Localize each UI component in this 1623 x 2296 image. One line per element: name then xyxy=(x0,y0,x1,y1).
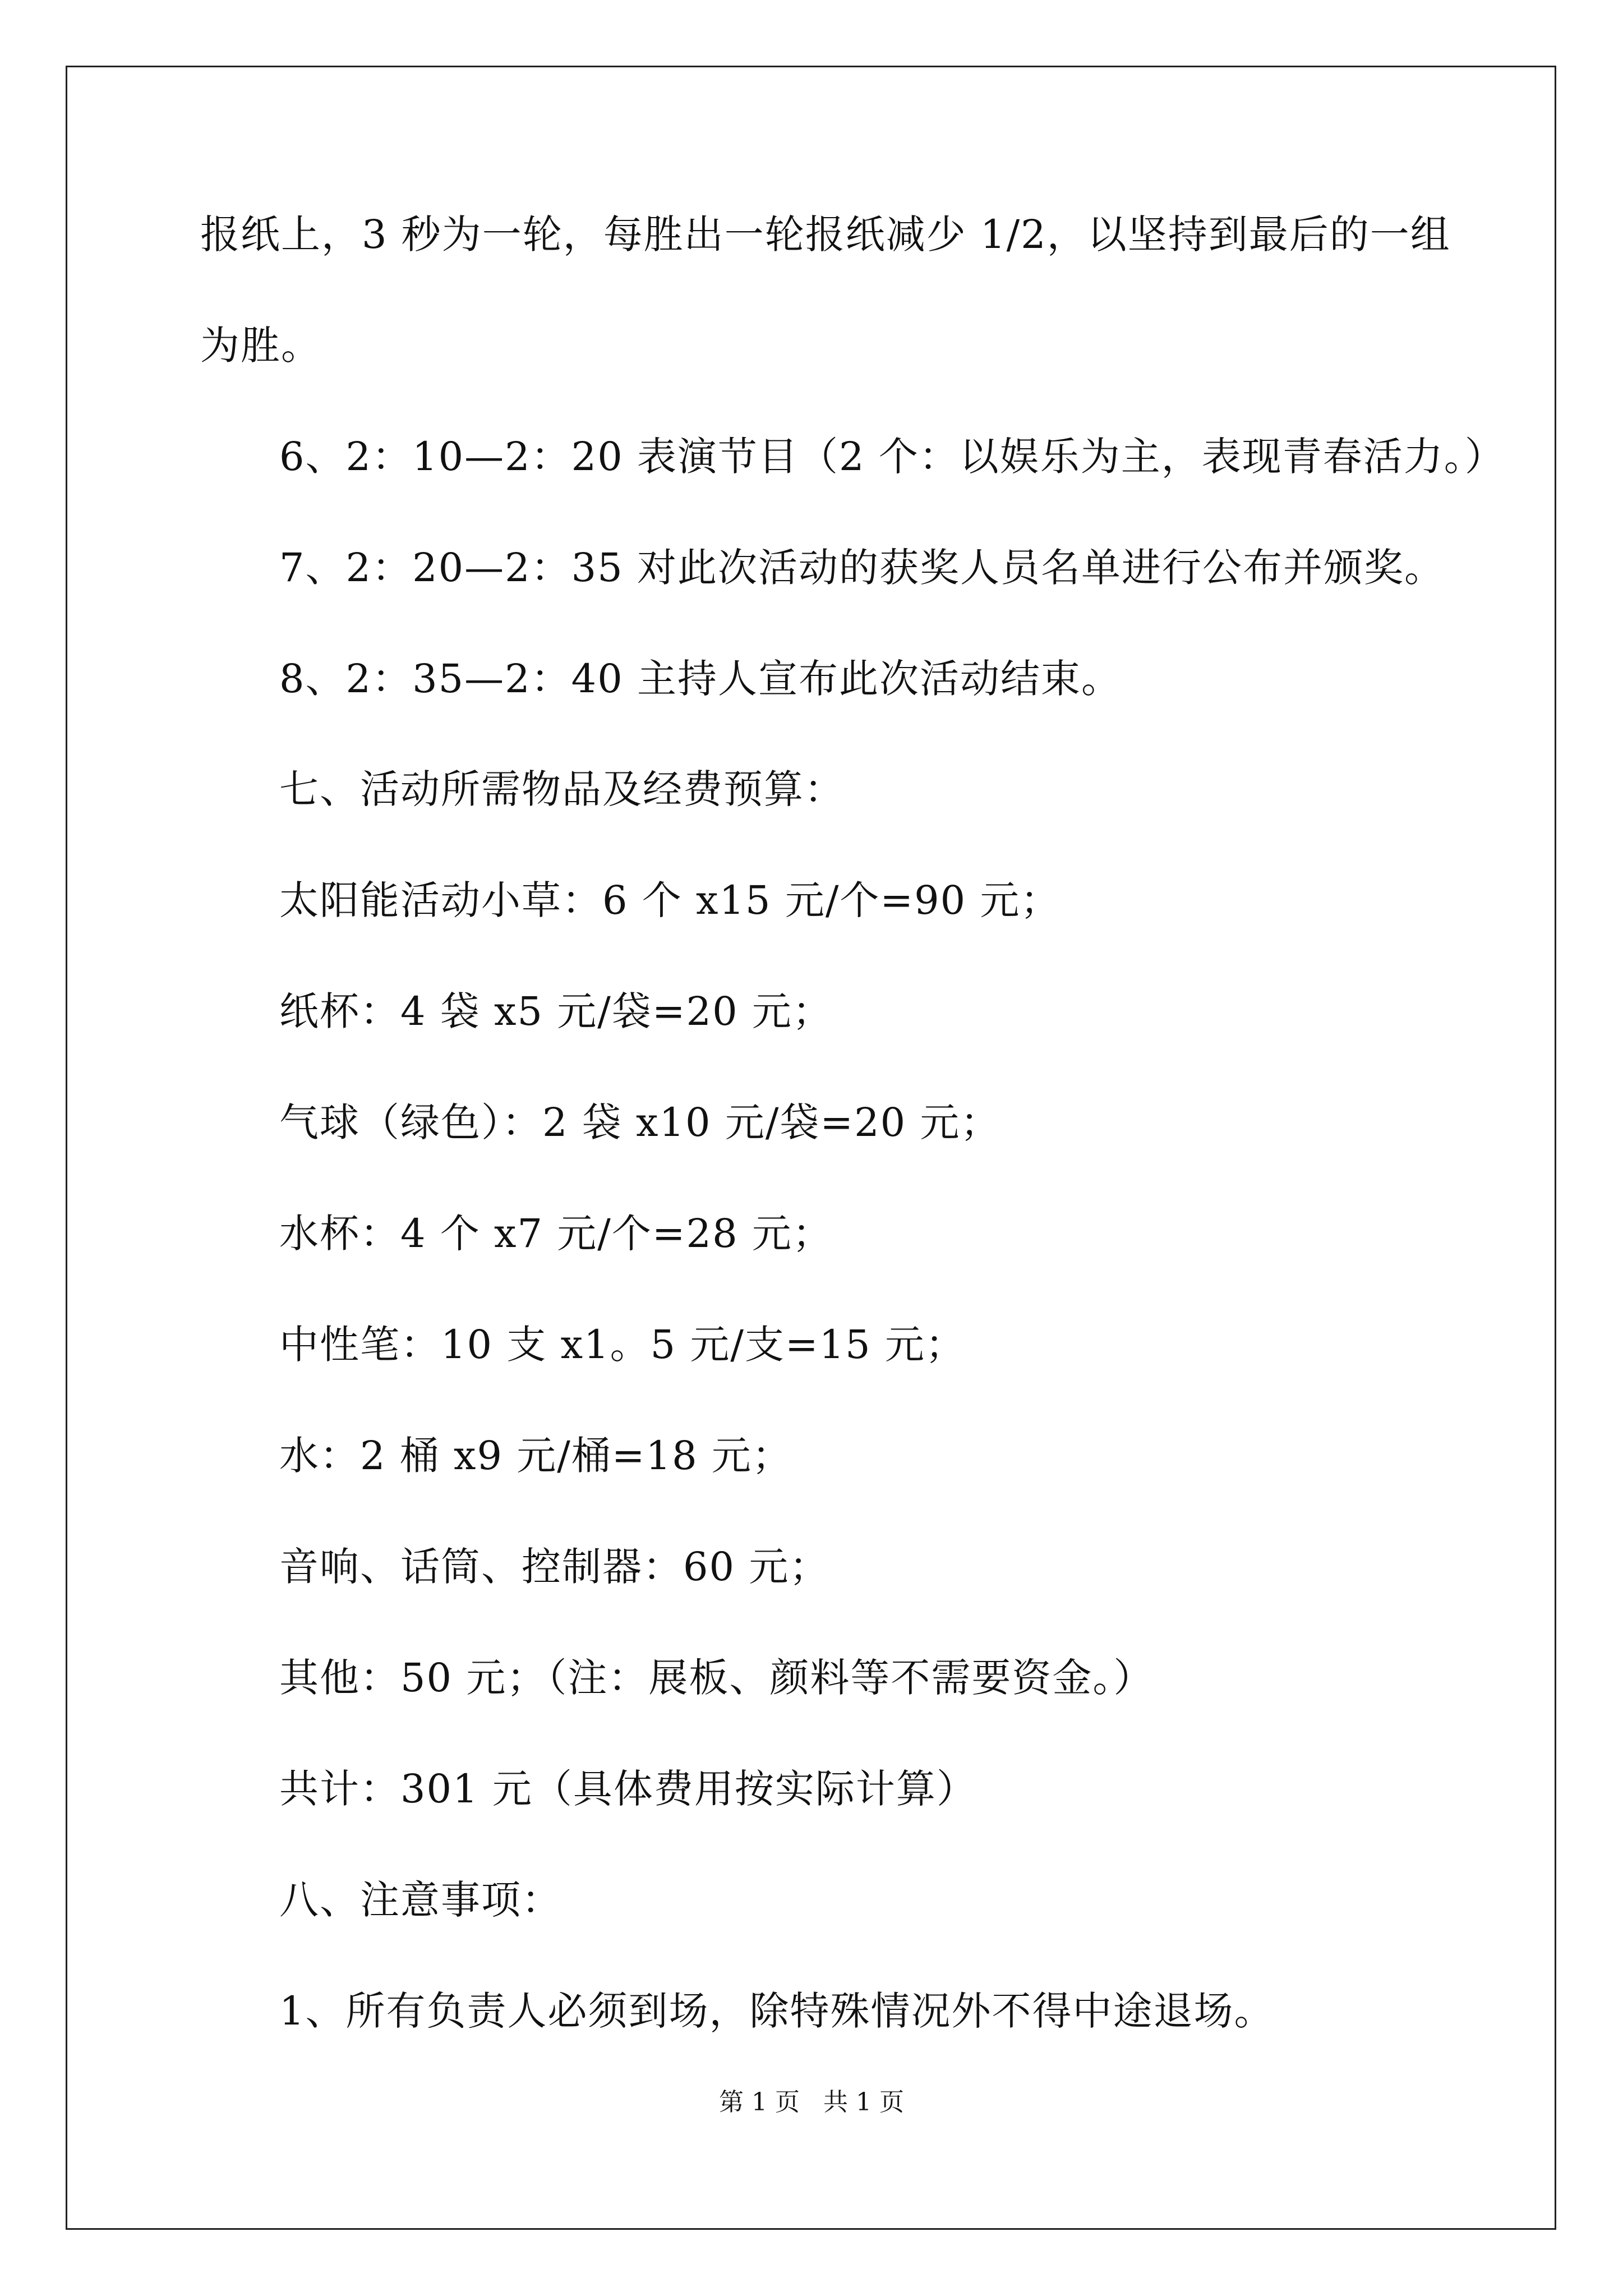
budget-item-3: 气球（绿色）：2 袋 x10 元/袋=20 元； xyxy=(279,1099,1001,1145)
budget-item-7: 音响、话筒、控制器：60 元； xyxy=(279,1544,830,1590)
budget-total: 共计：301 元（具体费用按实际计算） xyxy=(279,1766,977,1812)
budget-item-6: 水：2 桶 x9 元/桶=18 元； xyxy=(279,1433,792,1479)
page-footer: 第 1 页 共 1 页 xyxy=(719,2088,904,2116)
budget-item-5: 中性笔：10 支 x1。5 元/支=15 元； xyxy=(279,1322,966,1368)
text-line-1: 报纸上，3 秒为一轮，每胜出一轮报纸减少 1/2，以坚持到最后的一组 xyxy=(200,211,1451,257)
section-heading-8: 八、注意事项： xyxy=(279,1877,562,1923)
text-line-4: 7、2：20—2：35 对此次活动的获奖人员名单进行公布并颁奖。 xyxy=(279,545,1445,591)
budget-item-2: 纸杯：4 袋 x5 元/袋=20 元； xyxy=(279,988,833,1034)
text-line-3: 6、2：10—2：20 表演节目（2 个：以娱乐为主，表现青春活力。） xyxy=(279,434,1505,480)
budget-item-8: 其他：50 元；（注：展板、颜料等不需要资金。） xyxy=(279,1655,1154,1701)
text-line-5: 8、2：35—2：40 主持人宣布此次活动结束。 xyxy=(279,656,1122,702)
note-item-1: 1、所有负责人必须到场，除特殊情况外不得中途退场。 xyxy=(279,1988,1275,2034)
budget-item-1: 太阳能活动小草：6 个 x15 元/个=90 元； xyxy=(279,877,1061,923)
text-line-2: 为胜。 xyxy=(200,323,321,369)
budget-item-4: 水杯：4 个 x7 元/个=28 元； xyxy=(279,1211,833,1257)
section-heading-7: 七、活动所需物品及经费预算： xyxy=(279,766,845,812)
